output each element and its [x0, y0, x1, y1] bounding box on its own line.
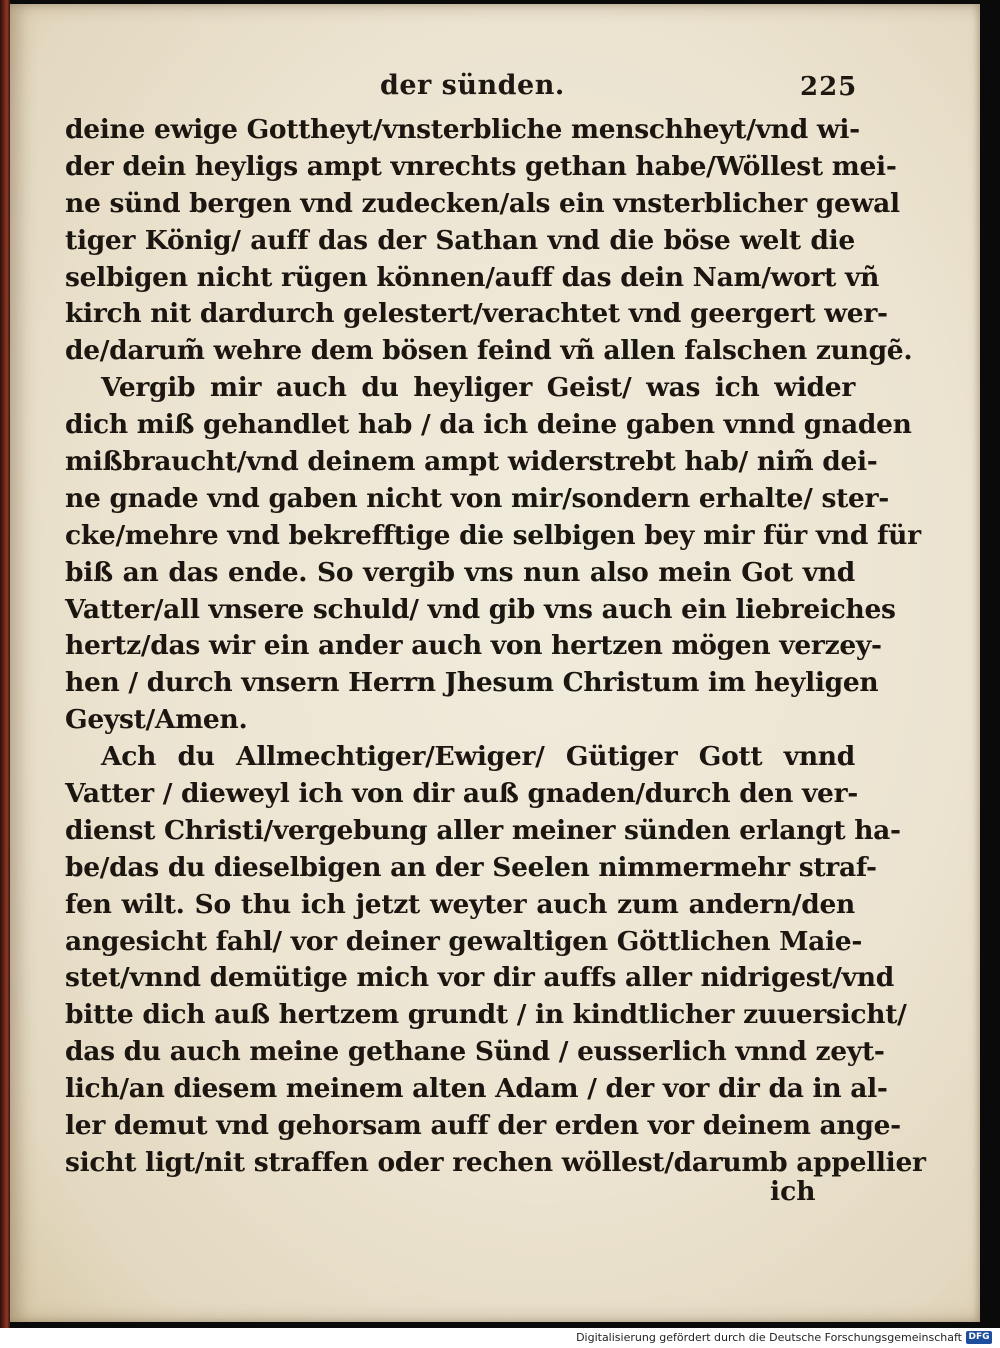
text-line: Geyst/Amen. [65, 704, 248, 736]
text-line: bitte dich auß hertzem grundt / in kindtlicher zuuersicht/ [65, 999, 907, 1031]
binding-edge [0, 0, 10, 1328]
text-line: be/das du dieselbigen an der Seelen nimmermehr straf- [65, 851, 877, 883]
page-header [10, 70, 980, 110]
text-line: Vatter / dieweyl ich von dir auß gnaden/durch den ver- [65, 778, 858, 810]
text-line: mißbraucht/vnd deinem ampt widerstrebt hab/ nim̃ dei- [65, 446, 878, 478]
text-line: fen wilt. So thu ich jetzt weyter auch zum andern/den [65, 888, 855, 920]
text-line: dienst Christi/vergebung aller meiner sünden erlangt ha- [65, 814, 901, 846]
text-line: kirch nit dardurch gelestert/verachtet vnd geergert wer- [65, 298, 888, 330]
running-head: der sünden. [380, 70, 565, 101]
text-line: der dein heyligs ampt vnrechts gethan habe/Wöllest mei- [65, 150, 897, 182]
text-line: angesicht fahl/ vor deiner gewaltigen Göttlichen Maie- [65, 925, 863, 957]
text-line: das du auch meine gethane Sünd / eusserlich vnnd zeyt- [65, 1036, 885, 1068]
paragraph-start-line: Vergib mir auch du heyliger Geist/ was ich wider [101, 372, 855, 404]
text-line: selbigen nicht rügen können/auff das dein Nam/wort vñ [65, 261, 880, 293]
text-line: tiger König/ auff das der Sathan vnd die böse welt die [65, 224, 855, 256]
text-line: ler demut vnd gehorsam auff der erden vor deinem ange- [65, 1110, 901, 1142]
catchword: ich [770, 1176, 816, 1207]
text-block [65, 112, 926, 1182]
text-line: biß an das ende. So vergib vns nun also mein Got vnd [65, 556, 855, 588]
text-line: dich miß gehandlet hab / da ich deine gaben vnnd gnaden [65, 409, 912, 441]
text-line: deine ewige Gottheyt/vnsterbliche menschheyt/vnd wi- [65, 114, 860, 145]
paragraph-start-line: Ach du Allmechtiger/Ewiger/ Gütiger Gott vnnd [101, 741, 855, 773]
text-line: hen / durch vnsern Herrn Jhesum Christum im heyligen [65, 667, 879, 699]
text-line: cke/mehre vnd bekrefftige die selbigen bey mir für vnd für [65, 519, 921, 551]
text-line: ne sünd bergen vnd zudecken/als ein vnsterblicher gewal [65, 187, 900, 219]
text-line: stet/vnnd demütige mich vor dir auffs aller nidrigest/vnd [65, 962, 894, 994]
text-line: sicht ligt/nit straffen oder rechen wöllest/darumb appellier [65, 1146, 926, 1178]
book-page [10, 4, 980, 1322]
text-line: Vatter/all vnsere schuld/ vnd gib vns auch ein liebreiches [65, 593, 896, 625]
footer-bar [0, 1328, 1000, 1348]
text-line: de/darum̃ wehre dem bösen feind vñ allen falschen zungẽ. [65, 335, 913, 367]
funding-credit: Digitalisierung gefördert durch die Deutsche Forschungsgemeinschaft [576, 1331, 962, 1344]
dfg-logo-icon: DFG [966, 1331, 992, 1344]
text-line: lich/an diesem meinem alten Adam / der vor dir da in al- [65, 1073, 888, 1105]
text-line: ne gnade vnd gaben nicht von mir/sondern erhalte/ ster- [65, 482, 889, 514]
text-line: hertz/das wir ein ander auch von hertzen mögen verzey- [65, 630, 882, 662]
page-number: 225 [800, 72, 858, 102]
